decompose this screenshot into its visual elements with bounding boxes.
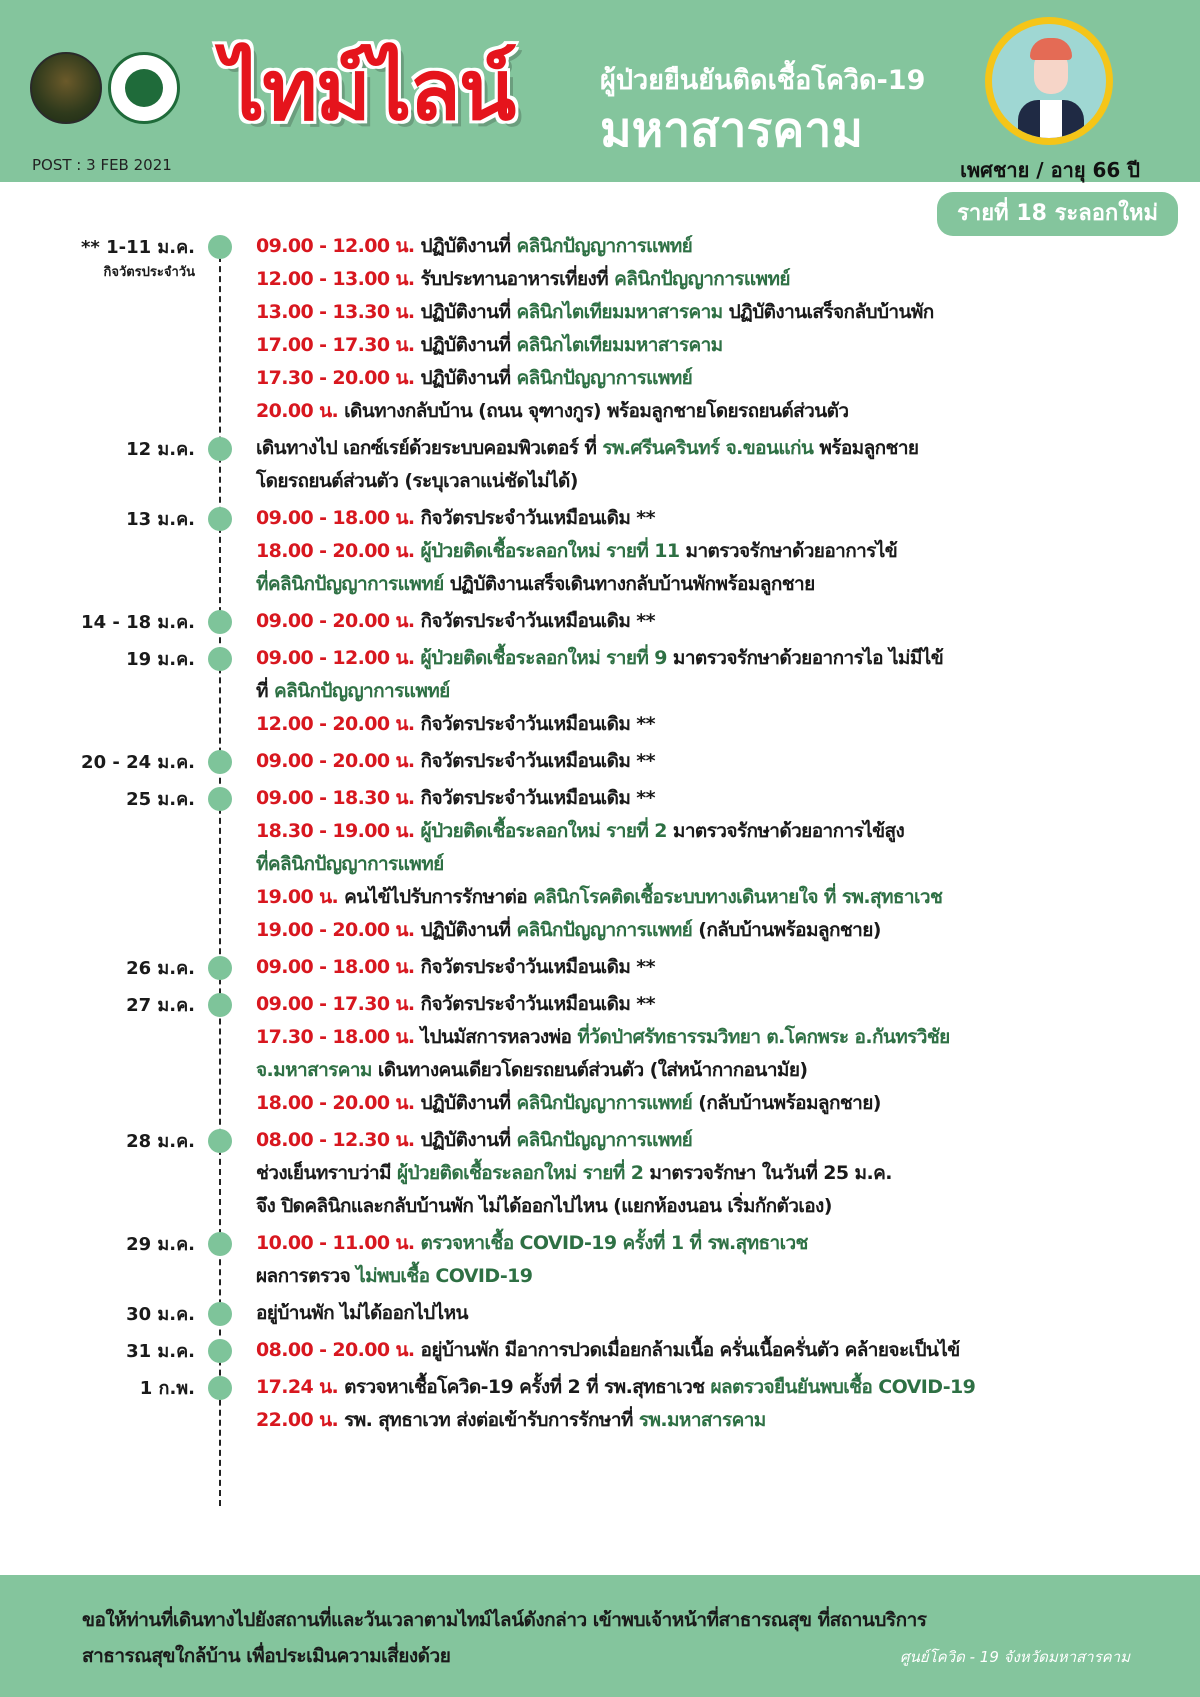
timeline-dot-icon bbox=[208, 787, 232, 811]
entry-line bbox=[256, 535, 1200, 568]
entry-date bbox=[81, 747, 195, 776]
place-highlight: คลินิกไตเทียมมหาสารคาม bbox=[516, 334, 723, 356]
timeline-dot-icon bbox=[208, 750, 232, 774]
entry-line bbox=[256, 502, 1200, 535]
entry-line bbox=[256, 1054, 1200, 1087]
activity-text: มาตรวจรักษาด้วยอาการไข้สูง bbox=[666, 820, 905, 842]
entry-date-text: ** 1-11 ม.ค. bbox=[81, 237, 195, 258]
entry-line bbox=[256, 1297, 1200, 1330]
entry-line bbox=[256, 782, 1200, 815]
place-highlight: ผลตรวจยืนยันพบเชื้อ COVID-19 bbox=[710, 1376, 976, 1398]
timeline-entry bbox=[0, 1227, 1200, 1293]
timeline-dot-icon bbox=[208, 437, 232, 461]
activity-text: กิจวัตรประจำวันเหมือนเดิม ** bbox=[414, 610, 655, 632]
place-highlight: ที่คลินิกปัญญาการแพทย์ bbox=[256, 853, 444, 875]
entry-line bbox=[256, 1124, 1200, 1157]
timeline-dot-icon bbox=[208, 1339, 232, 1363]
entry-line bbox=[256, 745, 1200, 778]
time-range: 12.00 - 13.00 น. bbox=[256, 268, 415, 290]
place-highlight: คลินิกไตเทียมมหาสารคาม bbox=[516, 301, 723, 323]
timeline-dot-icon bbox=[208, 235, 232, 259]
entry-line bbox=[256, 329, 1200, 362]
activity-text: ปฏิบัติงานเสร็จเดินทางกลับบ้านพักพร้อมลูกชาย bbox=[443, 573, 815, 595]
timeline-entry bbox=[0, 502, 1200, 601]
entry-date bbox=[126, 644, 195, 673]
time-range: 17.30 - 20.00 น. bbox=[256, 367, 415, 389]
activity-text: กิจวัตรประจำวันเหมือนเดิม ** bbox=[414, 750, 655, 772]
place-highlight: ผู้ป่วยติดเชื้อระลอกใหม่ รายที่ 9 bbox=[414, 647, 667, 669]
entry-line bbox=[256, 263, 1200, 296]
activity-text: มาตรวจรักษาด้วยอาการไข้ bbox=[679, 540, 898, 562]
time-range: 17.24 น. bbox=[256, 1376, 339, 1398]
entry-date bbox=[140, 1373, 195, 1402]
entry-line bbox=[256, 395, 1200, 428]
activity-text: ปฏิบัติงานที่ bbox=[414, 367, 517, 389]
footer-source: ศูนย์โควิด - 19 จังหวัดมหาสารคาม bbox=[900, 1648, 1130, 1666]
entry-line bbox=[256, 1371, 1200, 1404]
timeline-entry bbox=[0, 432, 1200, 498]
time-range: 09.00 - 12.00 น. bbox=[256, 235, 415, 257]
entry-line bbox=[256, 1404, 1200, 1437]
time-range: 09.00 - 18.00 น. bbox=[256, 956, 415, 978]
activity-text: ปฏิบัติงานเสร็จกลับบ้านพัก bbox=[722, 301, 934, 323]
entry-date bbox=[126, 1336, 195, 1365]
provincial-seal-logo bbox=[30, 52, 102, 124]
place-highlight: คลินิกปัญญาการแพทย์ bbox=[516, 235, 693, 257]
entry-date-text: 19 ม.ค. bbox=[126, 649, 195, 670]
place-highlight: จ.มหาสารคาม bbox=[256, 1059, 372, 1081]
time-range: 10.00 - 11.00 น. bbox=[256, 1232, 415, 1254]
activity-text: (กลับบ้านพร้อมลูกชาย) bbox=[692, 919, 881, 941]
time-range: 18.30 - 19.00 น. bbox=[256, 820, 415, 842]
timeline-dot-icon bbox=[208, 1232, 232, 1256]
time-range: 13.00 - 13.30 น. bbox=[256, 301, 415, 323]
activity-text: ปฏิบัติงานที่ bbox=[414, 235, 517, 257]
entry-line bbox=[256, 848, 1200, 881]
gender-age: เพศชาย / อายุ 66 ปี bbox=[960, 158, 1140, 182]
entry-date bbox=[126, 1126, 195, 1155]
timeline-entry bbox=[0, 1334, 1200, 1367]
place-highlight: ผู้ป่วยติดเชื้อระลอกใหม่ รายที่ 2 bbox=[414, 820, 667, 842]
entry-line bbox=[256, 230, 1200, 263]
place-highlight: คลินิกปัญญาการแพทย์ bbox=[516, 367, 693, 389]
activity-text: ปฏิบัติงานที่ bbox=[414, 1129, 517, 1151]
place-highlight: รพ.มหาสารคาม bbox=[638, 1409, 766, 1431]
patient-avatar-icon bbox=[985, 17, 1113, 145]
entry-date-text: 28 ม.ค. bbox=[126, 1131, 195, 1152]
place-highlight: รพ.ศรีนครินทร์ จ.ขอนแก่น bbox=[602, 437, 814, 459]
timeline-dot-icon bbox=[208, 956, 232, 980]
entry-line bbox=[256, 568, 1200, 601]
entry-date bbox=[126, 784, 195, 813]
header-banner bbox=[0, 0, 1200, 182]
activity-text: ปฏิบัติงานที่ bbox=[414, 1092, 517, 1114]
timeline-entry bbox=[0, 951, 1200, 984]
time-range: 19.00 - 20.00 น. bbox=[256, 919, 415, 941]
timeline-dot-icon bbox=[208, 507, 232, 531]
place-highlight: คลินิกโรคติดเชื้อระบบทางเดินหายใจ ที่ รพ.สุทธาเวช bbox=[533, 886, 943, 908]
activity-text: พร้อมลูกชาย bbox=[813, 437, 919, 459]
entry-date-text: 20 - 24 ม.ค. bbox=[81, 752, 195, 773]
entry-line bbox=[256, 951, 1200, 984]
page-subtitle: ผู้ป่วยยืนยันติดเชื้อโควิด-19 bbox=[600, 65, 926, 96]
time-range: 18.00 - 20.00 น. bbox=[256, 1092, 415, 1114]
entry-date bbox=[81, 607, 195, 636]
timeline-dot-icon bbox=[208, 1129, 232, 1153]
entry-line bbox=[256, 1157, 1200, 1190]
footer-advice-line1: ขอให้ท่านที่เดินทางไปยังสถานที่และวันเวลาตามไทม์ไลน์ดังกล่าว เข้าพบเจ้าหน้าที่สาธารณสุข ที่สถานบริการ bbox=[82, 1609, 927, 1631]
activity-text: เดินทางไป เอกซ์เรย์ด้วยระบบคอมพิวเตอร์ ที่ bbox=[256, 437, 603, 459]
activity-text: มาตรวจรักษาด้วยอาการไอ ไม่มีไข้ bbox=[666, 647, 944, 669]
activity-text: รับประทานอาหารเที่ยงที่ bbox=[414, 268, 615, 290]
place-highlight: คลินิกปัญญาการแพทย์ bbox=[516, 919, 693, 941]
entry-line bbox=[256, 362, 1200, 395]
entry-date bbox=[81, 232, 195, 282]
place-highlight: ไม่พบเชื้อ COVID-19 bbox=[356, 1265, 533, 1287]
activity-text: ปฏิบัติงานที่ bbox=[414, 919, 517, 941]
time-range: 22.00 น. bbox=[256, 1409, 339, 1431]
entry-line bbox=[256, 675, 1200, 708]
timeline bbox=[0, 230, 1200, 1441]
activity-text: ผลการตรวจ bbox=[256, 1265, 357, 1287]
activity-text: กิจวัตรประจำวันเหมือนเดิม ** bbox=[414, 713, 655, 735]
entry-date-text: 12 ม.ค. bbox=[126, 439, 195, 460]
timeline-entry bbox=[0, 605, 1200, 638]
entry-date-text: 1 ก.พ. bbox=[139, 1378, 195, 1399]
entry-line bbox=[256, 881, 1200, 914]
time-range: 20.00 น. bbox=[256, 400, 339, 422]
time-range: 09.00 - 20.00 น. bbox=[256, 610, 415, 632]
timeline-dot-icon bbox=[208, 610, 232, 634]
entry-date bbox=[126, 953, 195, 982]
time-range: 08.00 - 20.00 น. bbox=[256, 1339, 415, 1361]
entry-date-text: 30 ม.ค. bbox=[126, 1304, 195, 1325]
ministry-of-public-health-logo bbox=[108, 52, 180, 124]
entry-line bbox=[256, 988, 1200, 1021]
entry-date-text: 31 ม.ค. bbox=[126, 1341, 195, 1362]
entry-line bbox=[256, 1334, 1200, 1367]
activity-text: มาตรวจรักษา ในวันที่ 25 ม.ค. bbox=[643, 1162, 892, 1184]
timeline-entry bbox=[0, 1371, 1200, 1437]
activity-text: ที่ bbox=[256, 680, 274, 702]
entry-date bbox=[126, 1299, 195, 1328]
timeline-dot-icon bbox=[208, 993, 232, 1017]
activity-text: ไปนมัสการหลวงพ่อ bbox=[414, 1026, 578, 1048]
timeline-entry bbox=[0, 642, 1200, 741]
time-range: 17.00 - 17.30 น. bbox=[256, 334, 415, 356]
case-number-badge: รายที่ 18 ระลอกใหม่ bbox=[937, 192, 1178, 236]
activity-text: กิจวัตรประจำวันเหมือนเดิม ** bbox=[414, 507, 655, 529]
entry-date bbox=[126, 504, 195, 533]
entry-line bbox=[256, 708, 1200, 741]
activity-text: ช่วงเย็นทราบว่ามี bbox=[256, 1162, 397, 1184]
timeline-entry bbox=[0, 1297, 1200, 1330]
activity-text: กิจวัตรประจำวันเหมือนเดิม ** bbox=[414, 956, 655, 978]
place-highlight: ผู้ป่วยติดเชื้อระลอกใหม่ รายที่ 2 bbox=[397, 1162, 644, 1184]
activity-text: จึง ปิดคลินิกและกลับบ้านพัก ไม่ได้ออกไปไหน (แยกห้องนอน เริ่มกักตัวเอง) bbox=[256, 1195, 832, 1217]
entry-line bbox=[256, 1087, 1200, 1120]
place-highlight: คลินิกปัญญาการแพทย์ bbox=[273, 680, 450, 702]
activity-text: ปฏิบัติงานที่ bbox=[414, 334, 517, 356]
place-highlight: ผู้ป่วยติดเชื้อระลอกใหม่ รายที่ 11 bbox=[414, 540, 680, 562]
entry-date bbox=[126, 990, 195, 1019]
activity-text: ตรวจหาเชื้อโควิด-19 ครั้งที่ 2 ที่ รพ.สุทธาเวช bbox=[338, 1376, 711, 1398]
timeline-entry bbox=[0, 745, 1200, 778]
entry-line bbox=[256, 1190, 1200, 1223]
activity-text: อยู่บ้านพัก มีอาการปวดเมื่อยกล้ามเนื้อ ครั่นเนื้อครั่นตัว คล้ายจะเป็นไข้ bbox=[414, 1339, 960, 1361]
place-highlight: ที่คลินิกปัญญาการแพทย์ bbox=[256, 573, 444, 595]
entry-line bbox=[256, 815, 1200, 848]
post-date: POST : 3 FEB 2021 bbox=[32, 156, 172, 174]
entry-line bbox=[256, 296, 1200, 329]
time-range: 08.00 - 12.30 น. bbox=[256, 1129, 415, 1151]
timeline-dot-icon bbox=[208, 647, 232, 671]
activity-text: เดินทางคนเดียวโดยรถยนต์ส่วนตัว (ใส่หน้ากากอนามัย) bbox=[371, 1059, 808, 1081]
place-highlight: คลินิกปัญญาการแพทย์ bbox=[516, 1092, 693, 1114]
page-title: ไทม์ไลน์ bbox=[222, 41, 515, 139]
place-highlight: ที่วัดป่าศรัทธารรมวิทยา ต.โคกพระ อ.กันทรวิชัย bbox=[577, 1026, 950, 1048]
entry-line bbox=[256, 1227, 1200, 1260]
entry-line bbox=[256, 432, 1200, 465]
time-range: 09.00 - 17.30 น. bbox=[256, 993, 415, 1015]
entry-line bbox=[256, 605, 1200, 638]
time-range: 19.00 น. bbox=[256, 886, 339, 908]
activity-text: เดินทางกลับบ้าน (ถนน จุฑางกูร) พร้อมลูกชายโดยรถยนต์ส่วนตัว bbox=[338, 400, 849, 422]
province-title: มหาสารคาม bbox=[600, 102, 863, 158]
footer-advice-line2: สาธารณสุขใกล้บ้าน เพื่อประเมินความเสี่ยงด้วย bbox=[82, 1645, 451, 1667]
entry-date-text: 29 ม.ค. bbox=[126, 1234, 195, 1255]
activity-text: กิจวัตรประจำวันเหมือนเดิม ** bbox=[414, 993, 655, 1015]
entry-line bbox=[256, 642, 1200, 675]
timeline-entry bbox=[0, 988, 1200, 1120]
time-range: 18.00 - 20.00 น. bbox=[256, 540, 415, 562]
entry-date-text: 27 ม.ค. bbox=[126, 995, 195, 1016]
time-range: 09.00 - 18.00 น. bbox=[256, 507, 415, 529]
timeline-entry bbox=[0, 1124, 1200, 1223]
entry-date-text: 14 - 18 ม.ค. bbox=[81, 612, 195, 633]
place-highlight: ตรวจหาเชื้อ COVID-19 ครั้งที่ 1 ที่ รพ.สุทธาเวช bbox=[414, 1232, 808, 1254]
timeline-dot-icon bbox=[208, 1376, 232, 1400]
time-range: 09.00 - 20.00 น. bbox=[256, 750, 415, 772]
place-highlight: คลินิกปัญญาการแพทย์ bbox=[516, 1129, 693, 1151]
timeline-entry bbox=[0, 230, 1200, 428]
place-highlight: คลินิกปัญญาการแพทย์ bbox=[614, 268, 790, 290]
time-range: 12.00 - 20.00 น. bbox=[256, 713, 415, 735]
activity-text: (กลับบ้านพร้อมลูกชาย) bbox=[692, 1092, 881, 1114]
entry-line bbox=[256, 914, 1200, 947]
time-range: 09.00 - 12.00 น. bbox=[256, 647, 415, 669]
time-range: 17.30 - 18.00 น. bbox=[256, 1026, 415, 1048]
entry-date-note: กิจวัตรประจำวัน bbox=[103, 265, 195, 280]
time-range: 09.00 - 18.30 น. bbox=[256, 787, 415, 809]
timeline-entry bbox=[0, 782, 1200, 947]
activity-text: โดยรถยนต์ส่วนตัว (ระบุเวลาแน่ชัดไม่ได้) bbox=[256, 470, 578, 492]
entry-date-text: 13 ม.ค. bbox=[126, 509, 195, 530]
activity-text: รพ. สุทธาเวท ส่งต่อเข้ารับการรักษาที่ bbox=[338, 1409, 639, 1431]
activity-text: ปฏิบัติงานที่ bbox=[414, 301, 517, 323]
entry-line bbox=[256, 1021, 1200, 1054]
activity-text: กิจวัตรประจำวันเหมือนเดิม ** bbox=[414, 787, 655, 809]
entry-date bbox=[126, 1229, 195, 1258]
entry-date-text: 26 ม.ค. bbox=[126, 958, 195, 979]
activity-text: คนไข้ไปรับการรักษาต่อ bbox=[338, 886, 534, 908]
timeline-dot-icon bbox=[208, 1302, 232, 1326]
entry-line bbox=[256, 465, 1200, 498]
footer-banner bbox=[0, 1575, 1200, 1697]
entry-line bbox=[256, 1260, 1200, 1293]
entry-date-text: 25 ม.ค. bbox=[126, 789, 195, 810]
activity-text: อยู่บ้านพัก ไม่ได้ออกไปไหน bbox=[256, 1302, 468, 1324]
entry-date bbox=[126, 434, 195, 463]
